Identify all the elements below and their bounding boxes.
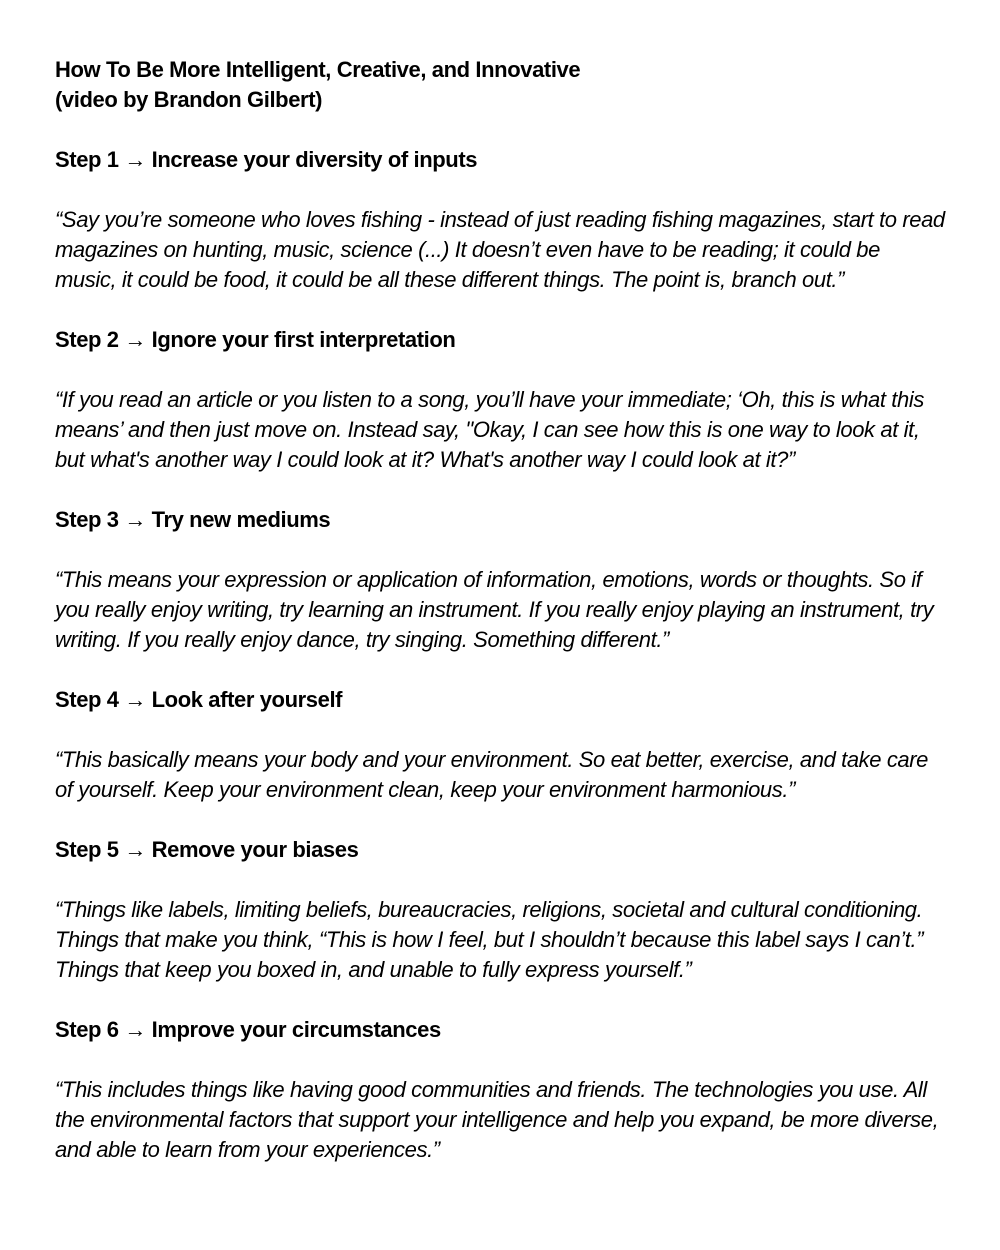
step-4-heading: Step 4 → Look after yourself	[55, 687, 343, 712]
step-1-heading: Step 1 → Increase your diversity of inputs	[55, 147, 478, 172]
step-1-quote: “Say you’re someone who loves fishing - instead of just reading fishing magazines, start to read magazines on hunting, music, science (...) It doesn’t even have to be reading; it could be music, it could be food, it could be all these different things. The point is, branch out.”	[55, 207, 945, 292]
document-content	[55, 55, 945, 1165]
step-3-quote: “This means your expression or application of information, emotions, words or thoughts. So if you really enjoy writing, try learning an instrument. If you really enjoy playing an instrument, try writing. If you really enjoy dance, try singing. Something different.”	[55, 567, 934, 652]
step-3-heading: Step 3 → Try new mediums	[55, 507, 331, 532]
step-6	[55, 1015, 945, 1165]
step-4-quote: “This basically means your body and your environment. So eat better, exercise, and take care of yourself. Keep your environment clean, keep your environment harmonious.”	[55, 747, 929, 802]
title-line-1: How To Be More Intelligent, Creative, and Innovative	[55, 57, 581, 82]
step-4	[55, 685, 945, 805]
step-6-quote: “This includes things like having good communities and friends. The technologies you use. All the environmental factors that support your intelligence and help you expand, be more diverse, and able to learn from your experiences.”	[55, 1077, 939, 1162]
step-2-heading: Step 2 → Ignore your first interpretation	[55, 327, 456, 352]
step-5	[55, 835, 945, 985]
step-3	[55, 505, 945, 655]
step-5-heading: Step 5 → Remove your biases	[55, 837, 359, 862]
title-line-2: (video by Brandon Gilbert)	[55, 87, 323, 112]
document-title	[55, 55, 945, 115]
step-1	[55, 145, 945, 295]
step-6-heading: Step 6 → Improve your circumstances	[55, 1017, 441, 1042]
step-2-quote: “If you read an article or you listen to a song, you’ll have your immediate; ‘Oh, this is what this means’ and then just move on. Instead say, "Okay, I can see how this is one way to look at it, but what's another way I could look at it? What's another way I could look at it?”	[55, 387, 924, 472]
step-2	[55, 325, 945, 475]
step-5-quote: “Things like labels, limiting beliefs, bureaucracies, religions, societal and cultural conditioning. Things that make you think, “This is how I feel, but I shouldn’t because this label says I can’t.” Things that keep you boxed in, and unable to fully express yourself.”	[55, 897, 924, 982]
